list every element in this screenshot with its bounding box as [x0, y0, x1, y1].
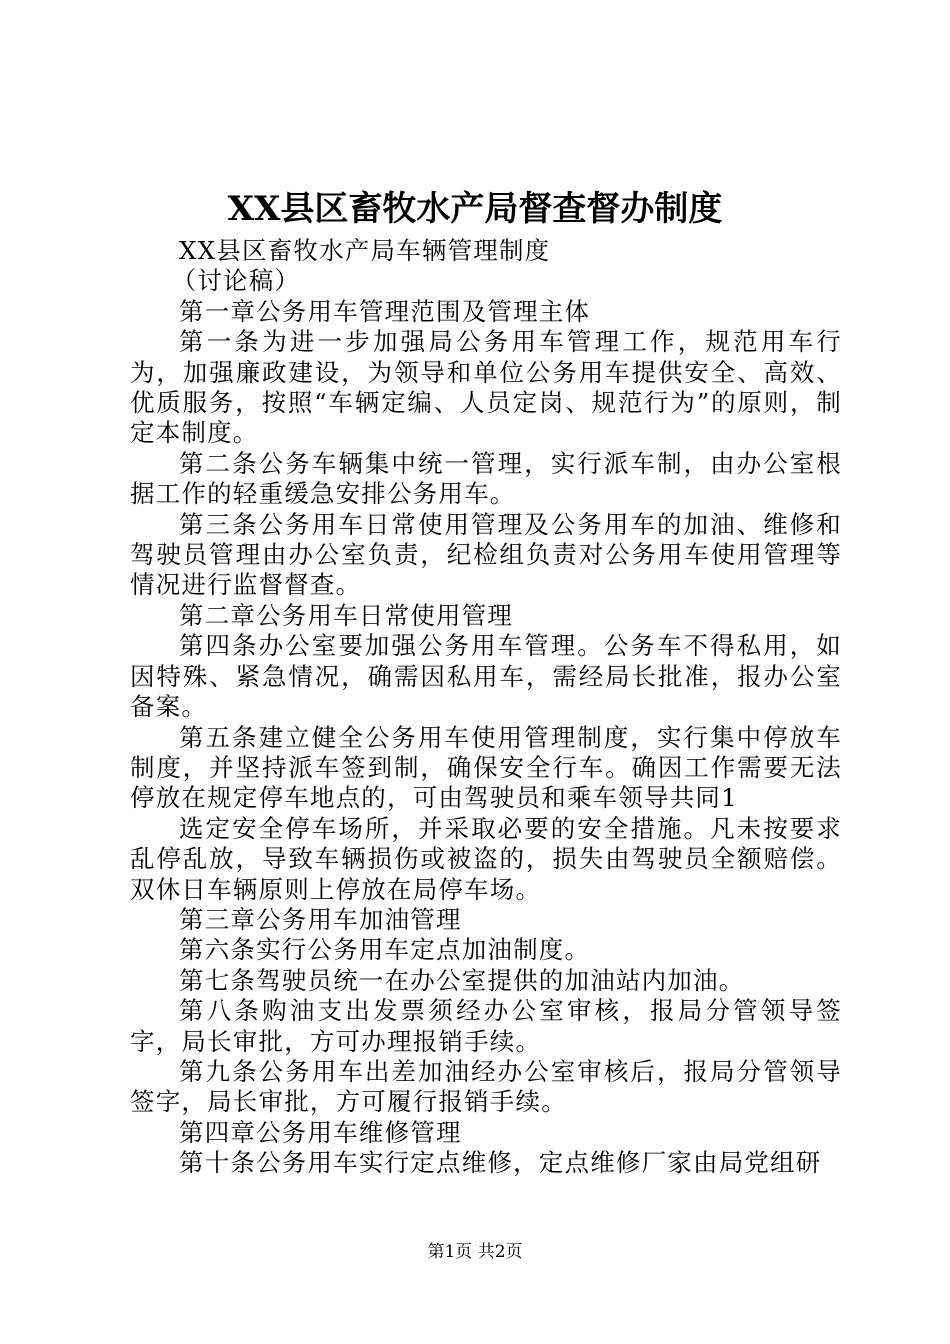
paragraph: 第六条实行公务用车定点加油制度。 [179, 935, 591, 965]
paragraph: 第一条为进一步加强局公务用车管理工作，规范用车行为，加强廉政建设，为领导和单位公务用车提供安全、高效、优质服务，按照“车辆定编、人员定岗、规范行为”的原则，制定本制度。 [130, 327, 842, 448]
paragraph: XX县区畜牧水产局车辆管理制度 [179, 236, 551, 265]
paragraph: 第四条办公室要加强公务用车管理。公务车不得私用，如因特殊、紧急情况，确需因私用车，需经局长批准，报办公室备案。 [130, 631, 842, 722]
paragraph: 第五条建立健全公务用车使用管理制度，实行集中停放车制度，并坚持派车签到制，确保安全行车。确因工作需要无法停放在规定停车地点的，可由驾驶员和乘车领导共同1 [130, 722, 842, 813]
paragraph: 第三条公务用车日常使用管理及公务用车的加油、维修和驾驶员管理由办公室负责，纪检组负责对公务用车使用管理等情况进行监督督查。 [130, 509, 842, 600]
document-body [130, 236, 842, 1179]
paragraph: 第九条公务用车出差加油经办公室审核后，报局分管领导签字，局长审批，方可履行报销手续。 [130, 1056, 842, 1117]
chapter-heading: 第四章公务用车维修管理 [179, 1117, 462, 1147]
paragraph: （讨论稿） [171, 266, 301, 296]
paragraph: 选定安全停车场所，并采取必要的安全措施。凡未按要求乱停乱放，导致车辆损伤或被盗的，损失由驾驶员全额赔偿。双休日车辆原则上停放在局停车场。 [130, 813, 842, 904]
chapter-heading: 第二章公务用车日常使用管理 [179, 600, 514, 630]
paragraph: 第七条驾驶员统一在办公室提供的加油站内加油。 [179, 965, 745, 995]
chapter-heading: 第三章公务用车加油管理 [179, 904, 462, 934]
document-title: XX县区畜牧水产局督查督办制度 [227, 189, 723, 229]
paragraph: 第十条公务用车实行定点维修，定点维修厂家由局党组研 [179, 1148, 822, 1178]
chapter-heading: 第一章公务用车管理范围及管理主体 [179, 296, 591, 326]
paragraph: 第二条公务车辆集中统一管理，实行派车制，由办公室根据工作的轻重缓急安排公务用车。 [130, 448, 842, 509]
page-number-footer: 第1页 共2页 [427, 1242, 523, 1262]
paragraph: 第八条购油支出发票须经办公室审核，报局分管领导签字，局长审批，方可办理报销手续。 [130, 996, 842, 1056]
